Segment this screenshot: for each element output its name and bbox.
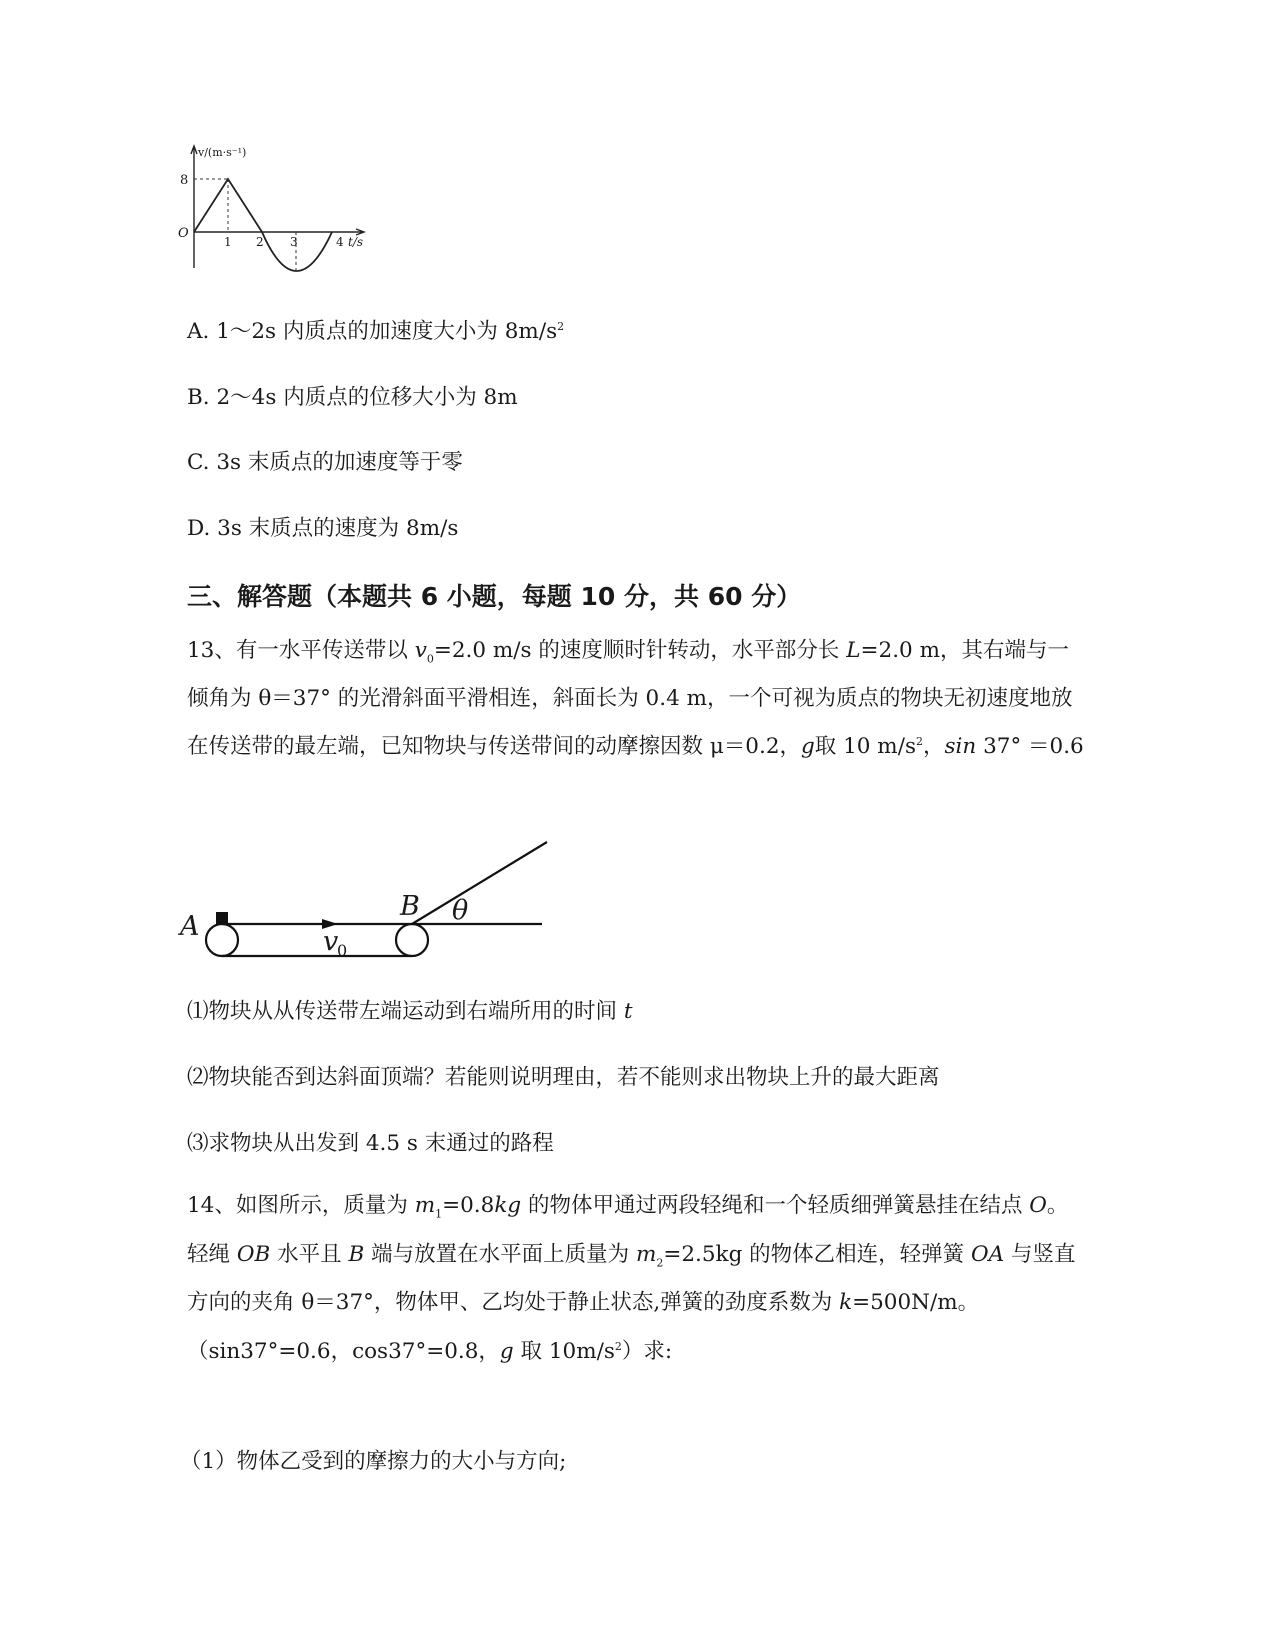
q14-text: 的物体甲通过两段轻绳和一个轻质细弹簧悬挂在结点	[521, 1193, 1030, 1218]
label-v-sub: 0	[337, 941, 348, 960]
q14-kg: kg	[494, 1193, 522, 1218]
q14-text: =500N/m。（sin37°=0.6，cos37°=0.8，	[187, 1290, 980, 1364]
q14-text: =2.5kg 的物体乙相连，轻弹簧	[663, 1241, 971, 1267]
q13-sin: sin	[944, 734, 977, 759]
vt-graph	[170, 140, 390, 275]
section-heading: 三、解答题（本题共 6 小题，每题 10 分，共 60 分）	[187, 582, 802, 611]
q14-o: O	[1029, 1193, 1047, 1218]
vt-y-tick: 8	[180, 173, 189, 188]
incline	[412, 842, 547, 924]
q13-part-3: ⑶求物块从出发到 4.5 s 末通过的路程	[187, 1131, 554, 1156]
choice-a-text: A. 1～2s 内质点的加速度大小为 8m/s	[187, 319, 558, 344]
choice-a-sup: 2	[557, 319, 565, 333]
q14-oa: OA	[971, 1241, 1005, 1267]
choice-b: B. 2～4s 内质点的位移大小为 8m	[187, 385, 518, 410]
q13-v-sub: 0	[426, 652, 434, 666]
question-14	[187, 1182, 1087, 1376]
q14-m2-sub: 2	[656, 1255, 664, 1269]
q14-sup: 2	[614, 1339, 622, 1353]
vt-y-label: v/(m·s⁻¹)	[198, 146, 247, 159]
q14-k: k	[839, 1290, 853, 1315]
vt-x-label: t/s	[348, 235, 364, 249]
vt-x-tick: 2	[256, 235, 264, 249]
q13-text: ，	[922, 734, 945, 759]
q14-g: g	[499, 1338, 514, 1364]
q14-m1-sub: 1	[435, 1207, 443, 1221]
choice-c: C. 3s 末质点的加速度等于零	[187, 450, 463, 475]
q13-part-1	[187, 994, 632, 1025]
q14-text: 14、如图所示，质量为	[187, 1193, 415, 1218]
label-b: B	[400, 891, 420, 922]
label-a: A	[180, 911, 200, 942]
q13-part-2: ⑵物块能否到达斜面顶端？若能则说明理由，若不能则求出物块上升的最大距离	[187, 1065, 940, 1090]
vt-x-tick: 3	[290, 235, 298, 249]
vt-origin: O	[178, 226, 189, 241]
block	[216, 912, 228, 924]
q13-part-1-t: t	[623, 999, 633, 1024]
q14-text: ）求:	[621, 1338, 673, 1364]
vt-x-tick: 1	[224, 235, 232, 249]
q13-sup: 2	[915, 734, 923, 748]
q14-text: 水平且	[270, 1241, 349, 1267]
q13-v: v	[414, 638, 427, 663]
q13-g: g	[801, 734, 815, 759]
belt-left-roller	[206, 924, 238, 956]
q14-m2: m	[635, 1241, 657, 1267]
label-theta: θ	[452, 895, 469, 926]
choice-d: D. 3s 末质点的速度为 8m/s	[187, 516, 459, 541]
label-v: v	[323, 926, 339, 957]
q14-b: B	[348, 1241, 365, 1267]
q13-text: 取 10 m/s	[814, 734, 916, 759]
q14-text: 与竖直方向的夹角 θ＝37°，物体甲、乙均处于静止状态,弹簧的劲度系数为	[187, 1241, 1076, 1315]
q13-text: =2.0 m/s 的速度顺时针转动，水平部分长	[433, 638, 847, 663]
q14-text: =0.8	[442, 1193, 495, 1218]
question-13	[187, 627, 1087, 771]
vt-x-tick: 4	[336, 235, 344, 249]
belt-figure	[170, 835, 560, 965]
q13-text: 13、有一水平传送带以	[187, 638, 415, 663]
q14-text: 。轻绳	[187, 1193, 1069, 1267]
q14-ob: OB	[236, 1241, 271, 1267]
belt-right-roller	[396, 924, 428, 956]
q14-part-1: （1）物体乙受到的摩擦力的大小与方向;	[180, 1449, 567, 1474]
q13-text: 37° ＝0.6	[976, 734, 1084, 759]
q14-text: 端与放置在水平面上质量为	[364, 1241, 636, 1267]
q14-text: 取 10m/s	[513, 1338, 615, 1364]
q13-part-1-text: ⑴物块从从传送带左端运动到右端所用的时间	[187, 999, 624, 1024]
q13-text: =2.0 m，其右端与一倾角为 θ＝37° 的光滑斜面平滑相连，斜面长为 0.4 m，一个可视为质点的物块无初速度地放在传送带的最左端，已知物块与传送带间的动摩擦因数 μ＝0.2，	[187, 638, 1073, 759]
q14-m1: m	[414, 1193, 436, 1218]
choice-a	[187, 314, 564, 345]
q13-l: L	[846, 638, 861, 663]
